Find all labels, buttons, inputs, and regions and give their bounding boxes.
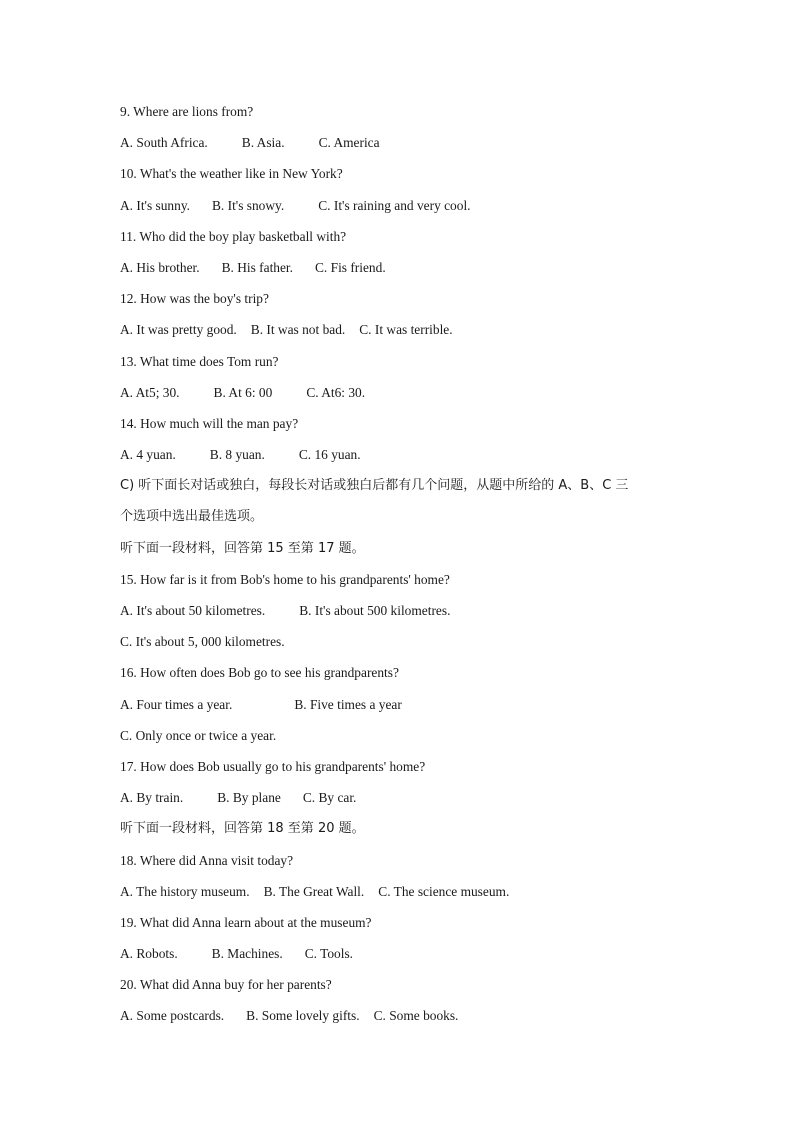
option-c: C. America (318, 135, 380, 151)
section-c-instruction: C) 听下面长对话或独白，每段长对话或独白后都有几个问题，从题中所给的 A、B、C 三 (120, 478, 629, 494)
material-intro-1: 听下面一段材料，回答第 15 至第 17 题。 (120, 540, 365, 556)
option-a: A. Four times a year. (120, 696, 233, 712)
option-b: B. By plane (217, 790, 281, 806)
option-a: A. Some postcards. (120, 1008, 225, 1024)
option-b: B. It's about 500 kilometres. (299, 603, 451, 618)
question-12: 12. How was the boy's trip? (120, 291, 269, 307)
option-a: A. At5; 30. (120, 384, 180, 400)
option-a: A. The history museum. (120, 883, 250, 899)
question-11: 11. Who did the boy play basketball with? (120, 228, 347, 244)
option-b: B. It's snowy. (212, 197, 285, 213)
question-15: 15. How far is it from Bob's home to his grandparents' home? (120, 571, 450, 587)
option-a: A. It's sunny. (120, 197, 190, 213)
options-10 (120, 195, 690, 226)
options-18 (120, 881, 690, 912)
option-c: C. Fis friend. (315, 259, 386, 275)
option-a: A. It was pretty good. (120, 322, 237, 338)
options-16-c (120, 725, 690, 756)
options-19 (120, 943, 690, 974)
options-15 (120, 600, 690, 631)
option-b: B. The Great Wall. (263, 883, 365, 899)
option-c: C. The science museum. (378, 883, 510, 899)
option-b: B. His father. (221, 259, 293, 275)
options-15-c (120, 631, 690, 662)
option-c: C. Some books. (373, 1008, 459, 1024)
option-c: C. It's raining and very cool. (318, 197, 471, 213)
options-11 (120, 257, 690, 288)
options-14 (120, 444, 690, 475)
options-9 (120, 132, 690, 163)
question-18: 18. Where did Anna visit today? (120, 852, 294, 868)
option-a: A. It's about 50 kilometres. (120, 603, 266, 618)
option-c: C. Tools. (304, 946, 354, 962)
material-intro-2: 听下面一段材料，回答第 18 至第 20 题。 (120, 821, 365, 837)
option-c: C. At6: 30. (306, 384, 366, 400)
option-a: A. His brother. (120, 259, 200, 275)
question-19: 19. What did Anna learn about at the museum? (120, 914, 372, 930)
option-c: C. By car. (302, 790, 357, 806)
question-list (120, 101, 690, 1037)
option-a: A. 4 yuan. (120, 447, 176, 463)
option-b: B. Some lovely gifts. (246, 1008, 360, 1024)
option-a: A. Robots. (120, 946, 178, 962)
section-c-instruction-cont: 个选项中选出最佳选项。 (120, 509, 264, 525)
option-b: B. At 6: 00 (213, 384, 273, 400)
question-20: 20. What did Anna buy for her parents? (120, 977, 332, 993)
question-10: 10. What's the weather like in New York? (120, 166, 343, 182)
question-16: 16. How often does Bob go to see his grandparents? (120, 665, 399, 681)
options-16 (120, 694, 690, 725)
option-b: B. Machines. (211, 946, 283, 962)
option-b: B. Five times a year (294, 696, 402, 712)
option-c: C. It was terrible. (359, 322, 453, 338)
option-b: B. It was not bad. (250, 322, 346, 338)
option-a: A. By train. (120, 790, 184, 806)
options-20 (120, 1005, 690, 1036)
option-c: C. It's about 5, 000 kilometres. (120, 634, 285, 650)
options-13 (120, 382, 690, 413)
options-12 (120, 319, 690, 350)
question-14: 14. How much will the man pay? (120, 415, 299, 431)
question-17: 17. How does Bob usually go to his grandparents' home? (120, 758, 426, 774)
option-b: B. Asia. (241, 135, 285, 151)
question-13: 13. What time does Tom run? (120, 353, 279, 369)
question-9: 9. Where are lions from? (120, 104, 254, 119)
option-c: C. Only once or twice a year. (120, 727, 277, 743)
options-17 (120, 787, 690, 818)
option-b: B. 8 yuan. (209, 447, 265, 463)
option-c: C. 16 yuan. (298, 447, 361, 463)
option-a: A. South Africa. (120, 135, 208, 151)
